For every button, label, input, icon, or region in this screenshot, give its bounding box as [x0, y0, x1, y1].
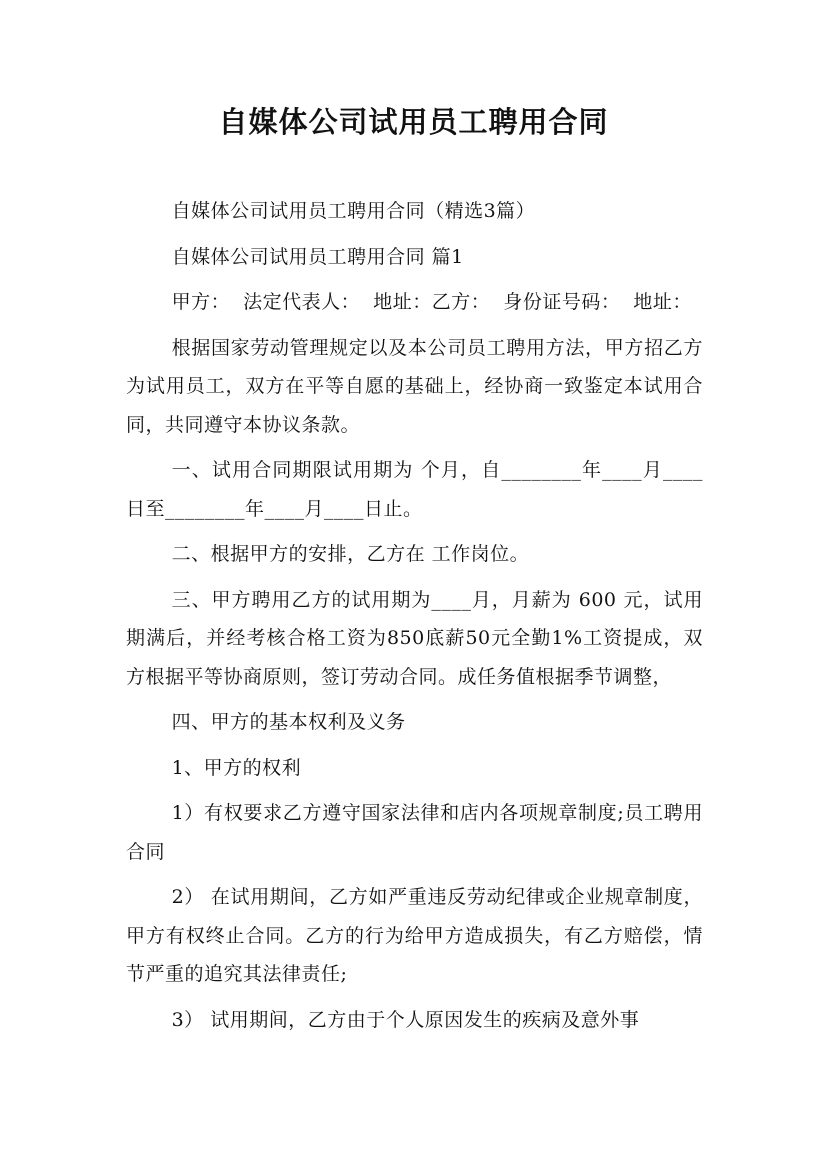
- document-body: [126, 192, 703, 1046]
- paragraph-heading-selection: 自媒体公司试用员工聘用合同（精选3篇）: [171, 200, 536, 222]
- document-title: 自媒体公司试用员工聘用合同: [218, 105, 609, 139]
- paragraph-parties: 甲方： 法定代表人： 地址：乙方： 身份证号码： 地址：: [171, 291, 692, 313]
- paragraph-right-3: 3） 试用期间，乙方由于个人原因发生的疾病及意外事: [171, 1008, 640, 1031]
- paragraph-clause-1: 一、试用合同期限试用期为 个月，自________年____月____日至________年____月____日止。: [126, 459, 703, 520]
- paragraph-clause-4: 四、甲方的基本权利及义务: [171, 711, 406, 733]
- paragraph-clause-2: 二、根据甲方的安排，乙方在 工作岗位。: [171, 543, 530, 565]
- paragraph-part-one: 自媒体公司试用员工聘用合同 篇1: [171, 245, 464, 268]
- paragraph-right-2: 2） 在试用期间，乙方如严重违反劳动纪律或企业规章制度，甲方有权终止合同。乙方的行为给甲方造成损失，有乙方赔偿，情节严重的追究其法律责任;: [126, 886, 703, 985]
- paragraph-preamble: 根据国家劳动管理规定以及本公司员工聘用方法，甲方招乙方为试用员工，双方在平等自愿的基础上，经协商一致鉴定本试用合同，共同遵守本协议条款。: [126, 336, 703, 436]
- paragraph-right-1: 1）有权要求乙方遵守国家法律和店内各项规章制度;员工聘用合同: [126, 802, 703, 863]
- paragraph-rights-heading: 1、甲方的权利: [171, 756, 302, 779]
- paragraph-clause-3: 三、甲方聘用乙方的试用期为____月，月薪为 600 元，试用期满后，并经考核合格工资为850底薪50元全勤1%工资提成，双方根据平等协商原则，签订劳动合同。成任务值根据季节调整，: [126, 588, 703, 688]
